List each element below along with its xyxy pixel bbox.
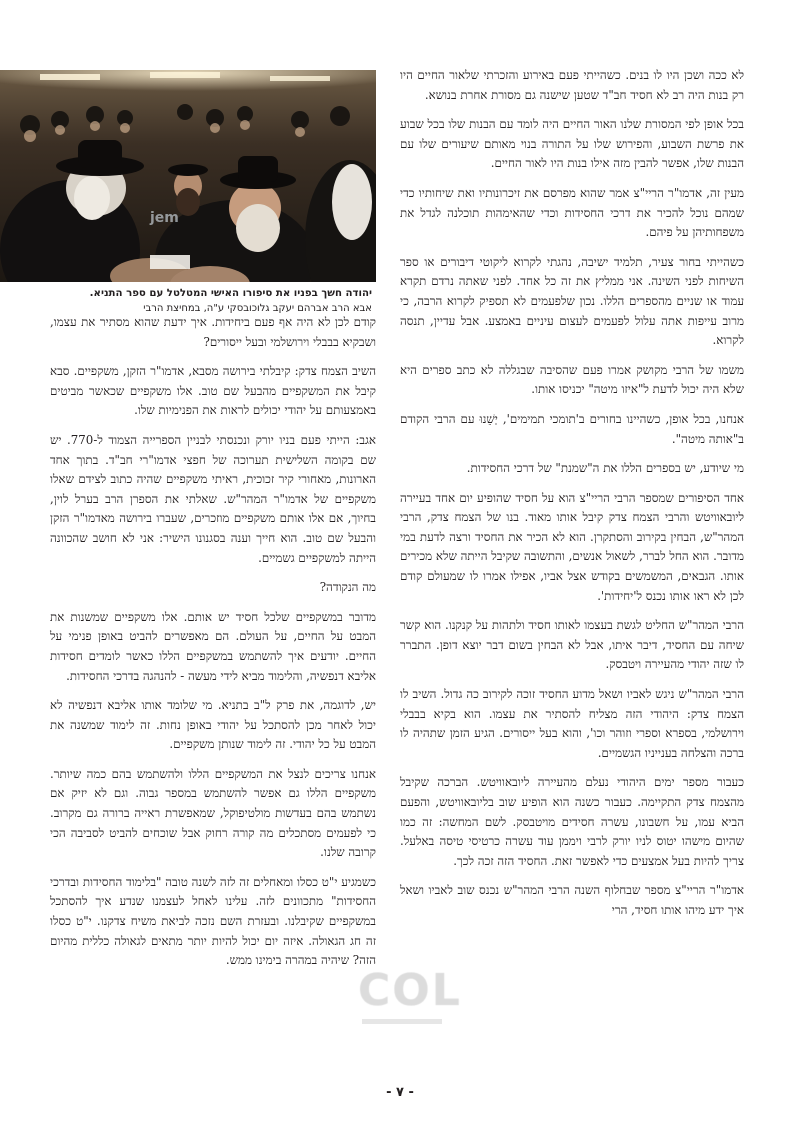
paragraph: השיב הצמח צדק: קיבלתי בירושה מסבא, אדמו"ר הזקן, משקפיים. סבא קיבל את המשקפיים מהבעל שם טוב. אלו משקפיים שכאשר מביטים באמצעותם על יהודי יכולים לראות את הפנימיות שלו. <box>50 364 376 418</box>
paragraph: כשהייתי בחור צעיר, תלמיד ישיבה, נהגתי לקרוא ליקוטי דיבורים או ספר השיחות לפני השינה. אני ממליץ את זה כל אחד. לפני שאתה נרדם תקרא עמוד או שניים מהספרים הללו. נכון שלפעמים לא תספיק לקרוא הרבה, כי מרוב עייפות אתה עלול לפעמים לעצום עיניים באמצע. אבל עדיין, תנסה לקרוא. <box>400 254 744 348</box>
paragraph: אנחנו צריכים לנצל את המשקפיים הללו ולהשתמש בהם כמה שיותר. משקפיים הללו גם אפשר להשתמש במספר גבוה. וגם לא יזיק אם נשתמש בהם בעדשות מולטיפוקל, שמאפשרת ראייה ברורה גם מקרוב. כי לפעמים מסתכלים מה קורה רחוק אבל שוכחים להביט לסביבה הכי קרובה שלנו. <box>50 766 376 860</box>
paragraph: קודם לכן לא היה אף פעם ביחידות. איך ידעת שהוא מסתיר את עצמו, ושבקיא בבבלי וירושלמי ובעל ייסורים? <box>50 315 376 349</box>
paragraph: כעבור מספר ימים היהודי נעלם מהעיירה ליובאוויטש. הברכה שקיבל מהצמח צדק התקיימה. כעבור כשנה הוא הופיע שוב בליובאוויטש, והפעם הביא עמו, על חשבונו, עשרה חסידים מויטבסק. לשם המחשה: זה כמו שהיום מישהו יטוס לניו יורק לרבי ויממן עוד עשרה כרטיסי טיסה באלעל. צריך להיות בעל אמצעים כדי לאפשר זאת. החסיד הזה זכה לכך. <box>400 775 744 868</box>
paragraph: יש, לדוגמה, את פרק ל"ב בתניא. מי שלומד אותו אליבא דנפשיה לא יכול לאחר מכן להסתכל על יהודי באופן נחות. זה לימוד שמשנה את המבט על כל יהודי. זה לימוד שנותן משקפיים. <box>50 698 376 752</box>
caption-title: יהודה חשך בפניו את סיפורו האישי המטלטל עם ספר התניא. <box>89 288 372 299</box>
paragraph: לא ככה ושכן היו לו בנים. כשהייתי פעם באירוע והזכרתי שלאור החיים היו רק בנות היה רב לא חסיד חב"ד שטען שישנה גם מסורת אחרת בנושא. <box>400 68 744 102</box>
paragraph: בכל אופן לפי המסורת שלנו האור החיים היה לומד עם הבנות שלו בכל שבוע את פרשת השבוע, והפירוש שלו על התורה בנוי מאותם שיעורים שלו עם הבנות שלו, אפשר להבין מזה אילו בנות היו לאור החיים. <box>400 117 744 171</box>
paragraph: מי שיודע, יש בספרים הללו את ה"שמנת" של דרכי החסידות. <box>466 461 744 476</box>
paragraph: משמו של הרבי מקושק אמרו פעם שהסיבה שבגללה לא כתב ספרים היא שלא היה יכול לדעת ל"איזו מיטה" יכניסו אותו. <box>400 362 744 397</box>
channel-logo: jem <box>150 210 179 226</box>
photo-caption <box>0 286 372 316</box>
page-number: - ٧ - <box>386 1085 414 1100</box>
paragraph: הרבי המהר"ש החליט לגשת בעצמו לאותו חסיד ולתהות על קנקנו. הוא קשר שיחה עם החסיד, דיבר איתו, אבל לא הבחין בשום דבר יוצא דופן. התברר לו שזה יהודי מהעיירה ויטבסק. <box>400 618 744 672</box>
paragraph: כשמגיע י"ט כסלו ומאחלים זה לזה לשנה טובה "בלימוד החסידות ובדרכי החסידות" מתכוונים לזה. עלינו לאחל לעצמנו שנדע איך להסתכל במשקפיים שקיבלנו. ובעזרת השם נזכה לביאת משיח צדקנו. י"ט כסלו זה חג הגאולה. איזה יום יכול להיות יותר מתאים לגאולה כללית מהיום הזה? שיהיה במהרה בימינו ממש. <box>50 874 376 968</box>
paragraph: מדובר במשקפיים שלכל חסיד יש אותם. אלו משקפיים שמשנות את המבט על החיים, על העולם. הם מאפשרים להביט באופן פנימי על החיים. יודעים איך להשתמש במשקפיים הללו כאשר לומדים חסידות אליבא דנפשיה, והלימוד מביא לידי מעשה - להנהגה בדרכי החסידות. <box>50 609 376 683</box>
paragraph: אנחנו, בכל אופן, כשהיינו בחורים ב'תומכי תמימים', יְשֵׁנוּ עם הרבי הקודם ב"אותה מיטה". <box>400 411 744 446</box>
article-column-right <box>400 66 744 931</box>
paragraph: מה הנקודה? <box>319 580 376 595</box>
crowd-photo-illustration <box>0 70 376 282</box>
paragraph: הרבי המהר"ש ניגש לאביו ושאל מדוע החסיד זוכה לקירוב כה גדול. השיב לו הצמח צדק: היהודי הזה מצליח להסתיר את עצמו. הוא בקיא בבבלי וירושלמי, בספרא וספרי וזוהר וכו', והוא בעל ייסורים. הגיע הזמן שתהיה לו ברכה והצלחה בענייניו הגשמיים. <box>400 687 744 760</box>
paragraph: אדמו"ר הריי"צ מספר שבחלוף השנה הרבי המהר"ש נכנס שוב לאביו ושאל איך ידע מיהו אותו חסיד, הרי <box>400 883 744 917</box>
paragraph: אגב: הייתי פעם בניו יורק ונכנסתי לבניין הספרייה הצמוד ל-770. יש שם בקומה השלישית תערוכה של חפצי אדמו"רי חב"ד. בתוך אחד הארונות, מאחורי קיר זכוכית, ראיתי משקפיים שהיה כתוב לצידם שאלו משקפיים של אדמו"ר המהר"ש. שאלתי את הספרן הרב בערל לוין, בחיוך, אם אלו אותם משקפיים מוזכרים, שעברו בירושה מאדמו"ר הזקן והבעל שם טוב. הוא חייך וענה בסגנונו הישיר: אני לא חושב שהכוונה הייתה למשקפיים גשמיים. <box>50 432 376 565</box>
event-photo <box>0 70 376 282</box>
paragraph: מעין זה, אדמו"ר הריי"צ אמר שהוא מפרסם את זיכרונותיו ואת שיחותיו כדי שמהם נוכל להכיר את דרכי החסידות וכדי שהאימהות תוכלנה לגדל את משפחותיהן על פיהם. <box>400 185 744 240</box>
caption-credit: אבא הרב אברהם יעקב גלוכובסקי ע"ה, במחיצת הרבי <box>143 303 372 314</box>
paragraph: אחד הסיפורים שמספר הרבי הריי"צ הוא על חסיד שהופיע יום אחד בעיירה ליובאוויטש והרבי הצמח צדק קיבל אותו מאוד. בנו של הצמח צדק, הרבי המהר"ש, הבחין בקירוב והסתקרן. הוא לא הכיר את החסיד ורצה לדעת במי מדובר. הוא החל לברר, לשאול אנשים, והתשובה שקיבל הייתה שלא מכירים אותו. הגבאים, המשמשים בקודש אצל אביו, אפילו אמרו לו שמעולם קודם לכן לא ראו אותו נכנס ל'יחידות'. <box>400 490 744 603</box>
watermark-underline <box>362 1019 442 1024</box>
watermark-logo: COL <box>358 965 462 1016</box>
article-column-left <box>50 313 376 981</box>
